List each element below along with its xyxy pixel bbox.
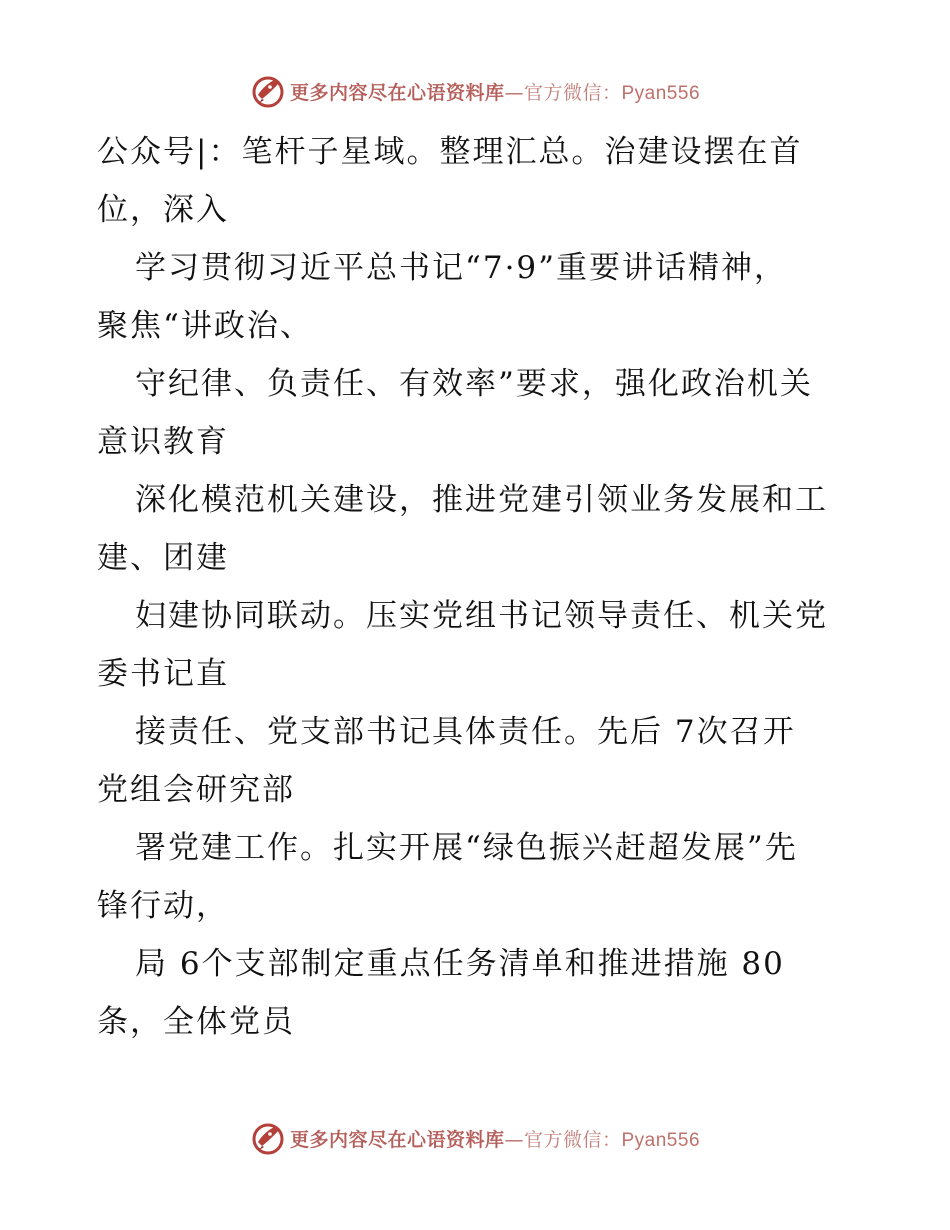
banner-separator: — (504, 81, 524, 104)
body-line: 意识教育 (97, 424, 229, 460)
banner-wechat-label: 官方微信： (523, 81, 622, 104)
header-banner (0, 71, 950, 111)
body-line: 署党建工作。扎实开展“绿色振兴赶超发展”先 (135, 830, 798, 866)
body-line: 党组会研究部 (97, 772, 295, 808)
banner-brand: 更多内容尽在心语资料库 (289, 81, 505, 104)
body-line: 条，全体党员 (97, 1004, 295, 1040)
banner-wechat-account: Pyan556 (621, 82, 701, 104)
banner-separator: — (504, 1128, 524, 1151)
body-line: 接责任、党支部书记具体责任。先后 7次召开 (135, 714, 796, 750)
banner-wechat-account: Pyan556 (621, 1129, 701, 1151)
body-line: 公众号|：笔杆子星域。整理汇总。治建设摆在首 (97, 134, 803, 170)
pen-nib-logo-icon (250, 1120, 286, 1156)
body-line: 位，深入 (97, 192, 229, 228)
body-line: 局 6个支部制定重点任务清单和推进措施 80 (135, 946, 785, 982)
banner-wechat-label: 官方微信： (523, 1128, 622, 1151)
body-line: 建、团建 (97, 540, 229, 576)
document-body (97, 123, 867, 1051)
body-line: 聚焦“讲政治、 (97, 308, 313, 344)
footer-banner-text (290, 1125, 700, 1152)
header-banner-text (290, 78, 700, 105)
body-line: 学习贯彻习近平总书记“7·9”重要讲话精神， (135, 250, 787, 286)
body-line: 妇建协同联动。压实党组书记领导责任、机关党 (135, 598, 828, 634)
pen-nib-logo-icon (250, 73, 286, 109)
body-line: 深化模范机关建设，推进党建引领业务发展和工 (135, 482, 828, 518)
body-line: 守纪律、负责任、有效率”要求，强化政治机关 (135, 366, 813, 402)
footer-banner (0, 1118, 950, 1158)
banner-brand: 更多内容尽在心语资料库 (289, 1128, 505, 1151)
body-line: 锋行动， (97, 888, 229, 924)
body-line: 委书记直 (97, 656, 229, 692)
